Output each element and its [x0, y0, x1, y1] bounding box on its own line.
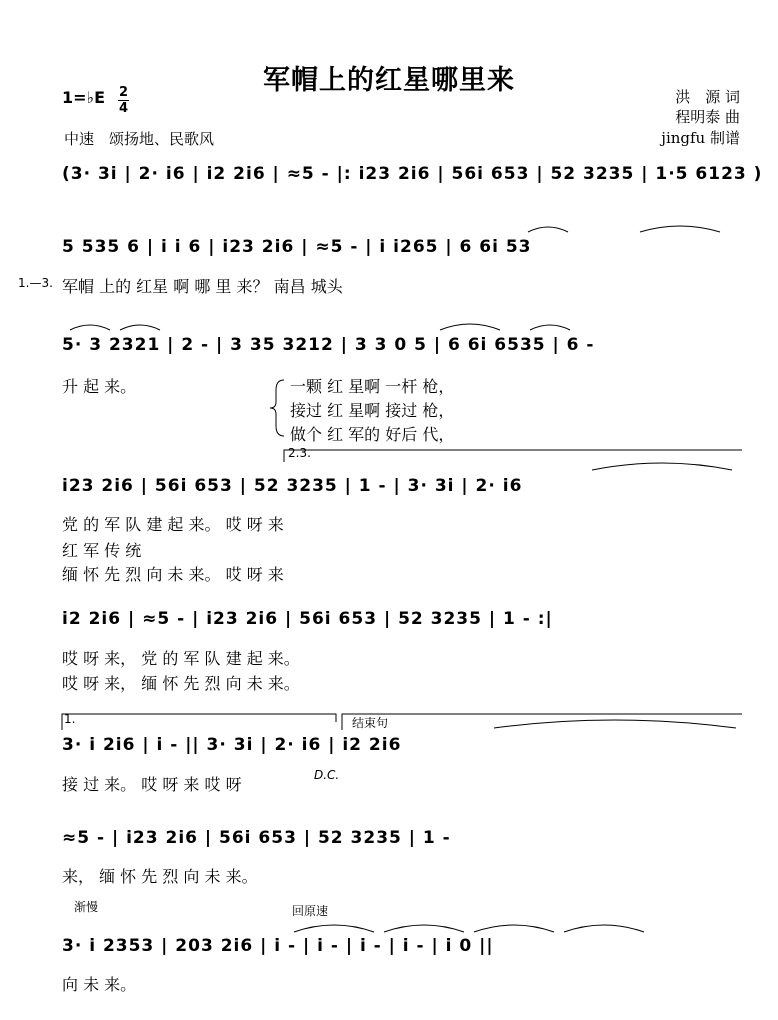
volta-2-3-bracket [284, 450, 742, 462]
row-3-verse-2: 接过 红 星啊 接过 枪， [290, 401, 455, 420]
tie [592, 463, 732, 470]
tie [294, 925, 374, 932]
tie [474, 925, 554, 932]
row-5-lyrics-2: 哎 呀 来， 缅 怀 先 烈 向 未 来。 [62, 674, 300, 693]
row-4-lyrics-3: 缅 怀 先 烈 向 未 来。 哎 呀 来 [62, 565, 284, 584]
row-7-lyrics: 来， 缅 怀 先 烈 向 未 来。 [62, 867, 258, 886]
row-3-verse-1: 一颗 红 星啊 一杆 枪， [290, 377, 455, 396]
row-4-lyrics-1: 党 的 军 队 建 起 来。 哎 呀 来 [62, 515, 284, 534]
volta-2-3-label: 2.3. [288, 446, 311, 460]
tie [640, 226, 720, 232]
tie [530, 325, 570, 330]
time-top: 2 [118, 85, 129, 100]
ritardando-marking: 渐慢 [74, 900, 99, 914]
tie [564, 925, 644, 932]
row-2-notes: 5 535 6 | i i 6 | i23 2i6 | ≈5 - | i i265 | 6 6i 53 [62, 237, 532, 257]
row-3-lyric-main: 升 起 来。 [62, 377, 137, 396]
tie [120, 325, 160, 330]
tie [440, 324, 500, 330]
row-8-lyrics: 向 未 来。 [62, 975, 137, 994]
tempo-marking: 中速 颂扬地、民歌风 [64, 130, 215, 148]
dc-marking: D.C. [314, 768, 340, 782]
tie [384, 925, 464, 932]
lyricist-credit: 洪 源 词 [675, 88, 740, 106]
row-5-notes: i2 2i6 | ≈5 - | i23 2i6 | 56i 653 | 52 3235 | 1 - :| [62, 609, 553, 629]
ending-label: 结束句 [352, 716, 389, 730]
tie [494, 720, 736, 728]
verse-brace [270, 380, 284, 436]
key-signature: 1=♭E [62, 88, 106, 107]
intro-row: (3· 3i | 2· i6 | i2 2i6 | ≈5 - |: i23 2i6 | 56i 653 | 52 3235 | 1·5 6123 ) [62, 164, 763, 184]
row-5-lyrics-1: 哎 呀 来， 党 的 军 队 建 起 来。 [62, 649, 300, 668]
row-6-notes: 3· i 2i6 | i - || 3· 3i | 2· i6 | i2 2i6 [62, 735, 402, 755]
time-bottom: 4 [118, 101, 129, 116]
a-tempo-marking: 回原速 [292, 904, 329, 918]
row-7-notes: ≈5 - | i23 2i6 | 56i 653 | 52 3235 | 1 - [62, 828, 451, 848]
row-4-lyrics-2: 红 军 传 统 [62, 541, 142, 560]
row-3-verse-3: 做个 红 军的 好后 代， [290, 425, 455, 444]
row-4-notes: i23 2i6 | 56i 653 | 52 3235 | 1 - | 3· 3i | 2· i6 [62, 476, 523, 496]
volta-1-bracket [62, 714, 336, 730]
song-title: 军帽上的红星哪里来 [263, 65, 515, 96]
row-6-lyrics: 接 过 来。 哎 呀 来 哎 呀 [62, 775, 242, 794]
tie [528, 227, 568, 232]
row-8-notes: 3· i 2353 | 203 2i6 | i - | i - | i - | i - | i 0 || [62, 936, 494, 956]
notation-credit: jingfu 制谱 [661, 129, 740, 147]
composer-credit: 程明泰 曲 [675, 108, 740, 126]
row-3-notes: 5· 3 2321 | 2 - | 3 35 3212 | 3 3 0 5 | 6 6i 6535 | 6 - [62, 335, 595, 355]
row-2-lyrics: 军帽 上的 红星 啊 哪 里 来？ 南昌 城头 [62, 277, 343, 296]
verse-label: 1.—3. [18, 276, 53, 290]
volta-1-label: 1. [64, 712, 76, 726]
tie [70, 325, 110, 330]
